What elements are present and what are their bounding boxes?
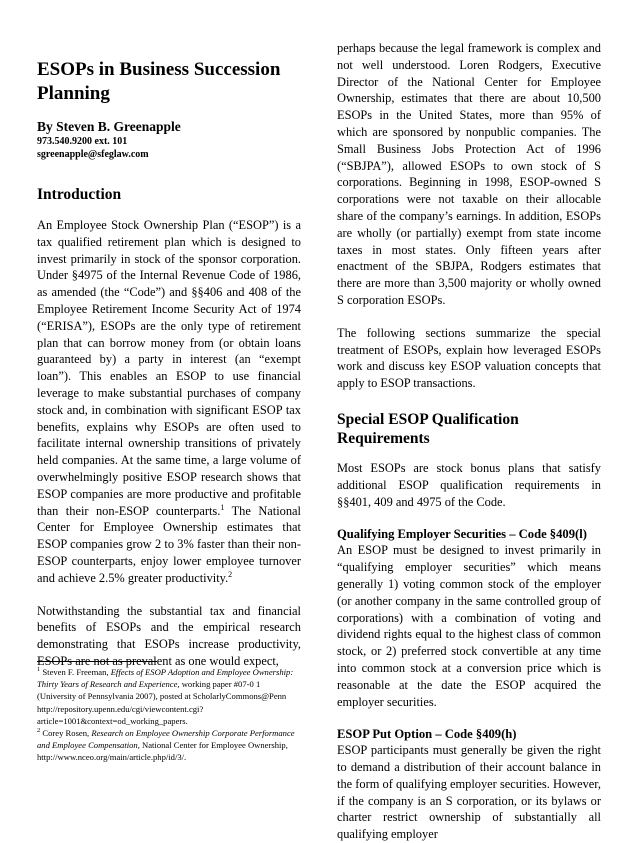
introduction-heading: Introduction [37,186,122,203]
footnote-ref-1[interactable]: 1 [220,502,225,512]
intro-paragraph-1: An Employee Stock Ownership Plan (“ESOP”) is a tax qualified retirement plan which is designed to invest primarily in stock of the sponsor corporation. Under §4975 of the Internal Revenue Code of 1986, as amended (the “Code”) and §§406 and 408 of the Employee Retirement Income Security Act of 1974 (“ERISA”), ESOPs are the only type of retirement plan that can borrow money from (or obtain loans guaranteed by) a party in interest (an “exempt loan”). This enables an ESOP to use financial leverage to make substantial purchases of company stock and, in combination with significant ESOP tax benefits, explains why ESOPs are often used to facilitate internal ownership transitions of privately held companies. At the same time, a large volume of overwhelmingly positive ESOP research shows that ESOP companies are more productive and profitable than their non-ESOP counterparts.$^1$ The National Center for Employee Ownership estimates that ESOP companies grow 2 to 3% faster than their non-ESOP counterparts, enjoy lower employee turnover and achieve 2.5% greater productivity.$^2$ [37,218,301,585]
footnote-1: $^1$ Steven F. Freeman, Effects of ESOP Adoption and Employee Ownership: Thirty Years of Research and Experience, working paper #07-0 1 (University of Pennsylvania 2007), posted at ScholarlyCommons@Penn http://repository.upenn.edu/cgi/viewcontent.cgi?article=1001&context=od_working_papers. [37,666,294,726]
footnote-2: $^2$ Corey Rosen, Research on Employee Ownership Corporate Performance and Employee Compensation, National Center for Employee Ownership, http://www.nceo.org/main/article.php/id/3/. [37,727,295,763]
right-paragraph-4: An ESOP must be designed to invest primarily in “qualifying employer securities” which means generally 1) voting common stock of the employer (or another company in the same controlled group of corporations) with a combination of voting and dividend rights equal to the highest class of common stock, or 2) preferred stock convertible at any time into common stock at a conversion price which is reasonable at the date the ESOP acquired the employer securities. [337,543,601,709]
right-paragraph-1: perhaps because the legal framework is complex and not well understood. Loren Rodgers, Executive Director of the National Center for Employee Ownership, estimates that there are about 10,500 ESOPs in the United States, more than 95% of which are sponsored by nonpublic companies. The Small Business Jobs Protection Act of 1996 (“SBJPA”), allowed ESOPs to own stock of S corporations. Beginning in 1998, ESOP-owned S corporations were not taxable on their allocable share of the company’s earnings. In addition, ESOPs are wholly (or partially) exempt from state income taxes in most states. Only fifteen years after enactment of the SBJPA, Rodgers estimates that there are more than 3,500 majority or wholly owned S corporation ESOPs. [337,41,601,307]
footnotes [37,666,301,764]
intro-paragraph-2: Notwithstanding the substantial tax and financial benefits of ESOPs and the empirical research demonstrating that ESOPs increase productivity, ESOPs are not as prevalent as one would expect, [37,603,301,668]
author-byline: By Steven B. Greenapple [37,119,181,134]
left-column [37,58,301,670]
author-email: sgreenapple@sfeglaw.com [37,149,149,160]
footnote-ref-2[interactable]: 2 [228,569,233,579]
right-paragraph-3: Most ESOPs are stock bonus plans that satisfy additional ESOP qualification requirements in §§401, 409 and 4975 of the Code. [337,460,601,509]
put-option-heading: ESOP Put Option – Code §409(h) [337,727,517,742]
special-requirements-heading: Special ESOP Qualification Requirements [337,410,519,447]
right-paragraph-2: The following sections summarize the special treatment of ESOPs, explain how leveraged ESOPs work and discuss key ESOP valuation concepts that apply to ESOP transactions. [337,325,601,391]
footnote-divider [37,661,157,662]
right-paragraph-5: ESOP participants must generally be given the right to demand a distribution of their account balance in the form of qualifying employer securities. However, if the company is an S corporation, or its bylaws or charter restrict ownership of substantially all qualifying employer [337,743,601,842]
article-title: ESOPs in Business Succession Planning [37,59,281,104]
author-phone: 973.540.9200 ext. 101 [37,136,128,147]
qualifying-securities-heading: Qualifying Employer Securities – Code §409(l) [337,527,587,542]
right-column [337,40,601,843]
